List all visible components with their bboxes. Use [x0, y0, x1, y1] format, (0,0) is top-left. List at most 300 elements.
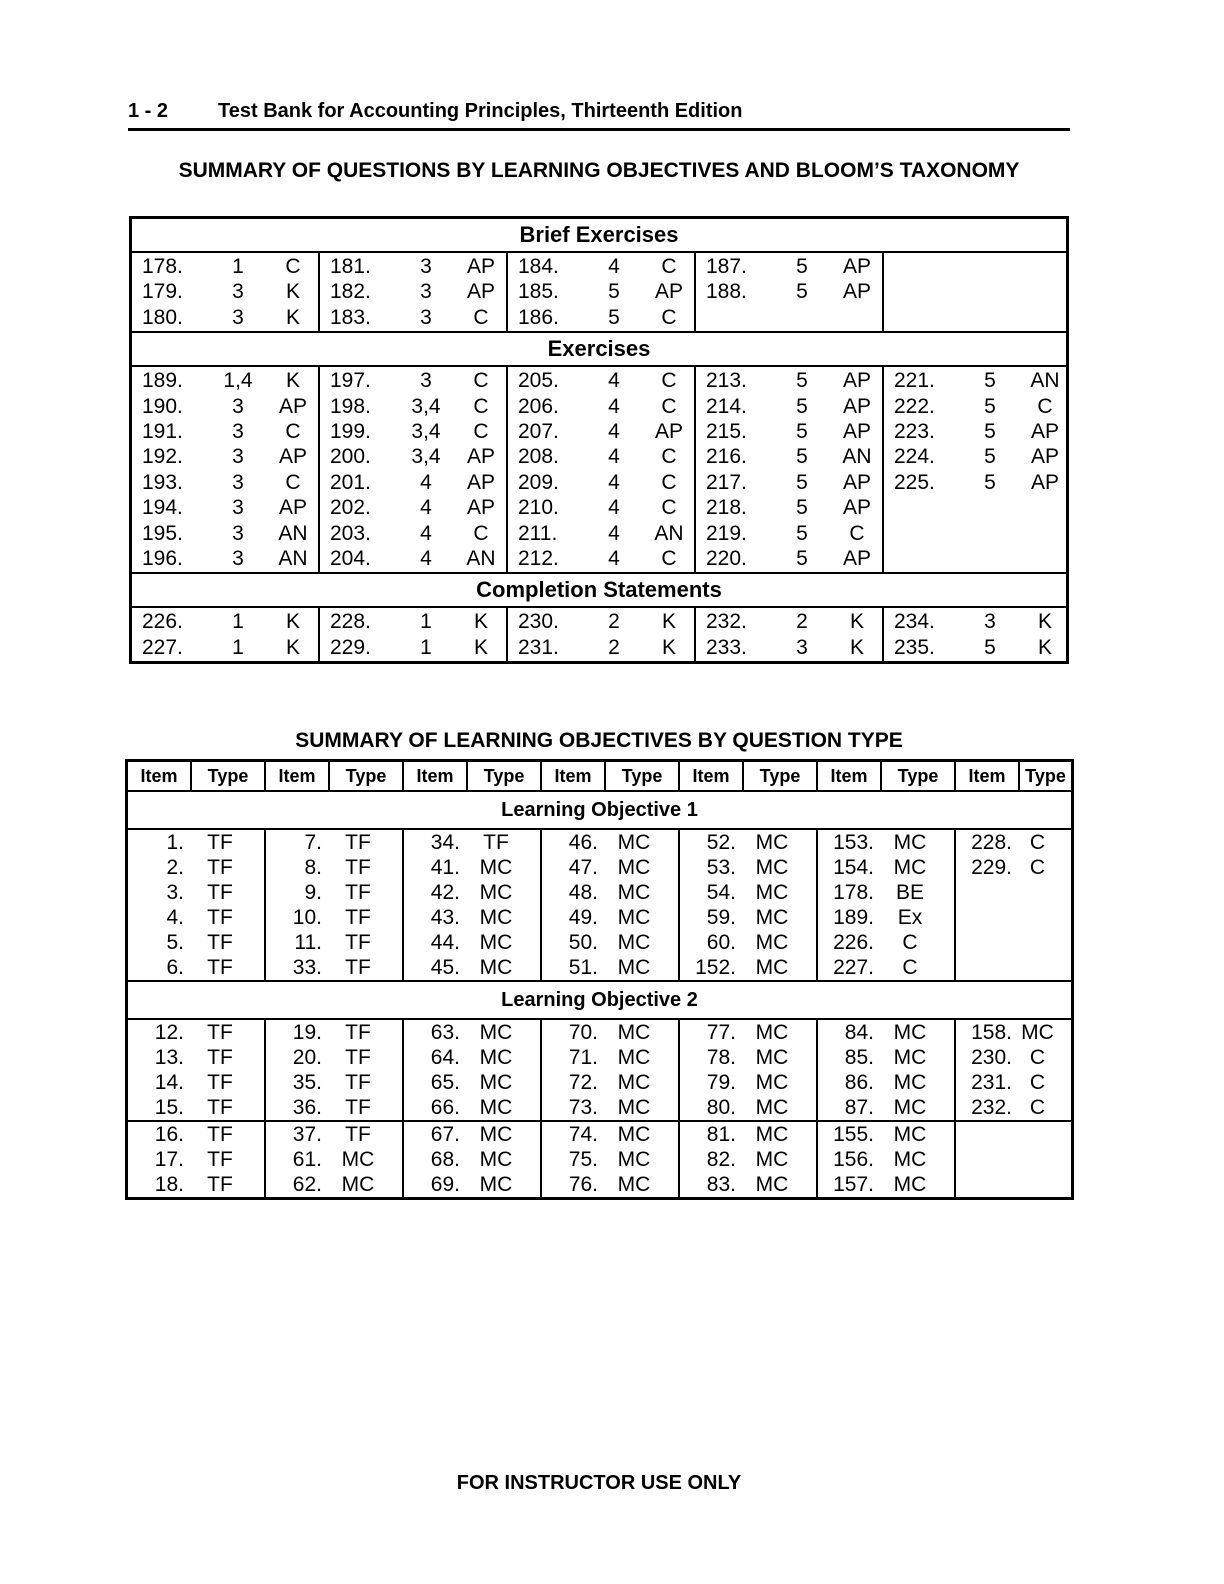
learning-objective: 4 [420, 546, 432, 570]
question-type: MC [893, 1123, 927, 1146]
header-item: Item [680, 762, 744, 790]
question-type: MC [479, 881, 513, 904]
header-group [266, 762, 404, 790]
question-number: 234. [894, 610, 935, 634]
item-number: 12. [154, 1021, 184, 1044]
question-type: MC [893, 1021, 927, 1044]
item-number: 65. [430, 1071, 460, 1094]
learning-objective: 4 [608, 521, 620, 545]
item-number: 18. [154, 1173, 184, 1196]
item-block [266, 1120, 402, 1197]
item-number: 189. [833, 906, 874, 929]
section-heading: Brief Exercises [132, 219, 1066, 253]
question-number: 222. [894, 394, 935, 418]
bloom-level: AP [466, 445, 495, 469]
item-row [818, 930, 954, 955]
question-type: MC [755, 931, 789, 954]
item-number: 178. [833, 881, 874, 904]
item-number: 59. [706, 906, 736, 929]
item-number: 53. [706, 856, 736, 879]
item-row [956, 830, 1071, 855]
question-type: MC [479, 1173, 513, 1196]
question-number: 207. [518, 419, 559, 443]
item-row [680, 1045, 816, 1070]
item-number: 81. [706, 1123, 736, 1146]
item-row [818, 1147, 954, 1172]
question-row [320, 279, 506, 304]
question-type: TF [345, 931, 371, 954]
item-block [404, 830, 540, 980]
item-row [542, 830, 678, 855]
learning-objective: 2 [608, 610, 620, 634]
item-row [128, 855, 264, 880]
question-column [508, 367, 696, 572]
question-number: 220. [706, 546, 747, 570]
item-row [680, 1122, 816, 1147]
question-type: MC [617, 1173, 651, 1196]
question-number: 208. [518, 445, 559, 469]
item-number: 6. [166, 956, 184, 979]
item-group [266, 830, 404, 980]
item-number: 226. [833, 931, 874, 954]
item-number: 77. [706, 1021, 736, 1044]
question-row [508, 444, 694, 469]
item-row [542, 1070, 678, 1095]
question-row [696, 254, 882, 279]
item-row [128, 1020, 264, 1045]
learning-objective: 4 [608, 369, 620, 393]
learning-objective: 4 [608, 419, 620, 443]
question-type: MC [893, 856, 927, 879]
question-type: TF [345, 906, 371, 929]
item-row [404, 1020, 540, 1045]
item-block [680, 1020, 816, 1120]
learning-objective: 5 [984, 635, 996, 659]
bloom-level: C [285, 470, 301, 494]
question-type: TF [207, 881, 233, 904]
learning-objective: 4 [608, 255, 620, 278]
question-row [884, 394, 1070, 419]
learning-objective: 3 [232, 280, 244, 304]
learning-objective: 4 [608, 445, 620, 469]
item-row [542, 1122, 678, 1147]
bloom-level: AN [278, 546, 308, 570]
item-number: 34. [430, 831, 460, 854]
learning-objective: 5 [796, 419, 808, 443]
item-number: 17. [154, 1148, 184, 1171]
question-row [508, 609, 694, 634]
objective-body [128, 830, 1071, 980]
item-group [818, 830, 956, 980]
item-row [404, 905, 540, 930]
table2-title: SUMMARY OF LEARNING OBJECTIVES BY QUESTION TYPE [295, 729, 903, 752]
bloom-level: C [661, 445, 677, 469]
question-number: 224. [894, 445, 935, 469]
item-row [680, 905, 816, 930]
question-number: 213. [706, 369, 747, 393]
learning-objective: 5 [796, 369, 808, 393]
question-type: TF [345, 831, 371, 854]
item-row [680, 1147, 816, 1172]
question-type: MC [755, 1096, 789, 1119]
question-row [696, 394, 882, 419]
question-row [320, 394, 506, 419]
item-block [542, 1120, 678, 1197]
question-type: MC [1021, 1021, 1054, 1044]
bloom-level: K [285, 610, 300, 634]
learning-objective: 5 [796, 280, 808, 304]
learning-objective: 3,4 [411, 419, 441, 443]
item-group [128, 1020, 266, 1197]
question-row [508, 254, 694, 279]
item-row [266, 1172, 402, 1197]
header-group [404, 762, 542, 790]
item-row [818, 955, 954, 980]
bloom-level: AP [842, 255, 871, 278]
question-row [132, 305, 318, 330]
bloom-level: AP [466, 255, 495, 278]
bloom-level: AP [466, 496, 495, 520]
item-number: 83. [706, 1173, 736, 1196]
question-number: 206. [518, 394, 559, 418]
item-number: 11. [294, 931, 322, 954]
learning-objective: 5 [796, 255, 808, 278]
item-row [542, 880, 678, 905]
question-row [696, 635, 882, 660]
question-number: 216. [706, 445, 747, 469]
question-type: MC [893, 1096, 927, 1119]
section-body [132, 608, 1066, 661]
item-block [542, 1020, 678, 1120]
learning-objective: 4 [420, 496, 432, 520]
learning-objective: 5 [796, 496, 808, 520]
learning-objective: 4 [608, 394, 620, 418]
item-row [404, 1147, 540, 1172]
item-number: 13. [154, 1046, 184, 1069]
item-row [266, 1095, 402, 1120]
question-type: MC [617, 1148, 651, 1171]
item-number: 60. [706, 931, 736, 954]
item-row [542, 855, 678, 880]
bloom-level: C [661, 496, 677, 520]
item-number: 10. [292, 906, 322, 929]
learning-objective: 3 [984, 610, 996, 634]
question-type: MC [755, 1123, 789, 1146]
question-row [132, 521, 318, 546]
item-number: 68. [430, 1148, 460, 1171]
item-number: 4. [166, 906, 184, 929]
question-number: 228. [330, 610, 371, 634]
item-block [680, 830, 816, 980]
item-row [404, 1095, 540, 1120]
question-number: 200. [330, 445, 371, 469]
question-type: TF [345, 1071, 371, 1094]
question-type: MC [479, 1123, 513, 1146]
question-type: TF [207, 1173, 233, 1196]
learning-objective: 2 [796, 610, 808, 634]
learning-objective: 4 [608, 496, 620, 520]
item-group [542, 1020, 680, 1197]
item-row [266, 905, 402, 930]
item-row [818, 880, 954, 905]
question-type: MC [617, 1123, 651, 1146]
objective-heading: Learning Objective 2 [128, 980, 1071, 1020]
item-number: 71. [568, 1046, 598, 1069]
item-block [818, 1020, 954, 1120]
question-type: MC [479, 1148, 513, 1171]
item-row [266, 1070, 402, 1095]
bloom-level: K [849, 610, 864, 634]
bloom-level: K [285, 369, 300, 393]
learning-objective: 1 [420, 610, 432, 634]
bloom-level: AP [654, 280, 683, 304]
question-row [320, 609, 506, 634]
item-row [542, 955, 678, 980]
item-number: 1. [166, 831, 184, 854]
question-number: 217. [706, 470, 747, 494]
question-row [508, 279, 694, 304]
column-header-row [128, 762, 1071, 792]
item-row [956, 1070, 1071, 1095]
learning-objective: 3 [420, 255, 432, 278]
item-number: 45. [430, 956, 460, 979]
learning-objective: 5 [984, 394, 996, 418]
item-row [818, 1045, 954, 1070]
bloom-level: AP [1030, 419, 1059, 443]
objective-body [128, 1020, 1071, 1197]
header-item: Item [128, 762, 192, 790]
question-row [320, 495, 506, 520]
question-column [696, 253, 884, 331]
question-row [508, 368, 694, 393]
bloom-level: AP [466, 280, 495, 304]
blooms-taxonomy-table [129, 216, 1069, 664]
item-number: 85. [844, 1046, 874, 1069]
item-number: 43. [430, 906, 460, 929]
section-body [132, 367, 1066, 572]
bloom-level: K [285, 280, 300, 304]
question-row [320, 444, 506, 469]
bloom-level: C [473, 521, 489, 545]
learning-objective: 1,4 [223, 369, 253, 393]
item-group [128, 830, 266, 980]
item-number: 44. [430, 931, 460, 954]
question-type: C [1029, 1046, 1046, 1069]
item-number: 232. [971, 1096, 1012, 1119]
learning-objective: 3 [420, 305, 432, 329]
question-number: 182. [330, 280, 371, 304]
item-row [680, 1020, 816, 1045]
item-number: 153. [833, 831, 874, 854]
question-type: TF [207, 1096, 233, 1119]
item-row [956, 1045, 1071, 1070]
item-row [128, 905, 264, 930]
question-number: 196. [142, 546, 183, 570]
item-block [266, 830, 402, 980]
item-row [266, 1122, 402, 1147]
question-number: 211. [518, 521, 558, 545]
question-row [132, 495, 318, 520]
item-group [266, 1020, 404, 1197]
item-row [404, 830, 540, 855]
question-type: TF [483, 831, 509, 854]
header-type: Type [345, 766, 387, 786]
bloom-level: C [661, 470, 677, 494]
item-row [128, 1095, 264, 1120]
item-number: 86. [844, 1071, 874, 1094]
question-row [132, 444, 318, 469]
question-type: TF [207, 1148, 233, 1171]
question-row [132, 368, 318, 393]
question-type: MC [755, 1173, 789, 1196]
item-number: 2. [166, 856, 184, 879]
question-number: 183. [330, 305, 371, 329]
question-type: TF [345, 1096, 371, 1119]
header-group [128, 762, 266, 790]
question-type: MC [755, 1046, 789, 1069]
bloom-level: K [285, 635, 300, 659]
question-row [132, 279, 318, 304]
question-number: 198. [330, 394, 371, 418]
header-type: Type [759, 766, 801, 786]
question-type: MC [893, 1173, 927, 1196]
question-number: 204. [330, 546, 371, 570]
learning-objective: 4 [420, 470, 432, 494]
question-number: 226. [142, 610, 183, 634]
question-number: 178. [142, 255, 183, 278]
item-row [956, 855, 1071, 880]
learning-objective: 3 [232, 496, 244, 520]
bloom-level: AP [1030, 445, 1059, 469]
question-number: 205. [518, 369, 559, 393]
learning-objective: 5 [796, 521, 808, 545]
item-group [542, 830, 680, 980]
question-row [508, 394, 694, 419]
bloom-level: AP [1030, 470, 1059, 494]
item-row [680, 930, 816, 955]
item-row [128, 1172, 264, 1197]
question-type-table [125, 759, 1074, 1200]
bloom-level: K [1037, 610, 1052, 634]
item-row [266, 1147, 402, 1172]
item-number: 19. [292, 1021, 322, 1044]
question-type: TF [207, 831, 233, 854]
bloom-level: K [661, 610, 676, 634]
item-number: 76. [568, 1173, 598, 1196]
question-row [320, 470, 506, 495]
question-row [132, 546, 318, 571]
question-type: MC [617, 956, 651, 979]
question-type: MC [755, 906, 789, 929]
item-block [128, 830, 264, 980]
item-number: 73. [568, 1096, 598, 1119]
item-number: 48. [568, 881, 598, 904]
item-block [128, 1120, 264, 1197]
item-number: 64. [430, 1046, 460, 1069]
item-row [128, 880, 264, 905]
footer-note: FOR INSTRUCTOR USE ONLY [456, 1472, 742, 1494]
question-type: C [1029, 1096, 1046, 1119]
question-type: MC [893, 1148, 927, 1171]
learning-objective: 5 [984, 419, 996, 443]
item-block [404, 1120, 540, 1197]
question-row [132, 419, 318, 444]
item-row [818, 1020, 954, 1045]
item-group [404, 830, 542, 980]
item-row [818, 1095, 954, 1120]
item-row [128, 1147, 264, 1172]
question-row [508, 635, 694, 660]
item-row [266, 855, 402, 880]
item-group [956, 830, 1071, 980]
question-type: MC [341, 1148, 375, 1171]
item-number: 229. [971, 856, 1012, 879]
item-row [404, 1172, 540, 1197]
question-number: 227. [142, 635, 183, 659]
item-number: 14. [154, 1071, 184, 1094]
bloom-level: AP [654, 419, 683, 443]
bloom-level: AN [842, 445, 872, 469]
item-group [404, 1020, 542, 1197]
question-number: 212. [518, 546, 559, 570]
question-number: 190. [142, 394, 183, 418]
bloom-level: C [1037, 394, 1053, 418]
item-number: 50. [568, 931, 598, 954]
question-row [320, 419, 506, 444]
item-row [128, 1045, 264, 1070]
bloom-level: AP [842, 394, 871, 418]
bloom-level: C [285, 419, 301, 443]
learning-objective: 1 [232, 610, 244, 634]
learning-objective: 3 [420, 369, 432, 393]
item-number: 79. [706, 1071, 736, 1094]
question-number: 229. [330, 635, 371, 659]
item-row [542, 1045, 678, 1070]
question-type: C [1029, 831, 1046, 854]
item-block [266, 1020, 402, 1120]
question-row [696, 609, 882, 634]
question-row [884, 444, 1070, 469]
question-row [696, 444, 882, 469]
question-type: TF [345, 956, 371, 979]
question-column [320, 608, 508, 661]
item-number: 230. [971, 1046, 1012, 1069]
item-number: 74. [568, 1123, 598, 1146]
bloom-level: K [285, 305, 300, 329]
item-row [542, 930, 678, 955]
item-row [680, 880, 816, 905]
header-item: Item [818, 762, 882, 790]
question-column [320, 253, 508, 331]
item-number: 52. [706, 831, 736, 854]
item-number: 41. [430, 856, 460, 879]
question-number: 209. [518, 470, 559, 494]
question-row [320, 368, 506, 393]
question-row [320, 546, 506, 571]
question-type: MC [479, 956, 513, 979]
header-item: Item [404, 762, 468, 790]
item-number: 72. [568, 1071, 598, 1094]
question-type: TF [207, 956, 233, 979]
item-row [266, 1020, 402, 1045]
question-row [508, 470, 694, 495]
question-type: Ex [897, 906, 923, 929]
item-number: 67. [430, 1123, 460, 1146]
bloom-level: C [661, 255, 677, 278]
item-row [680, 855, 816, 880]
learning-objective: 5 [608, 305, 620, 329]
question-row [696, 495, 882, 520]
